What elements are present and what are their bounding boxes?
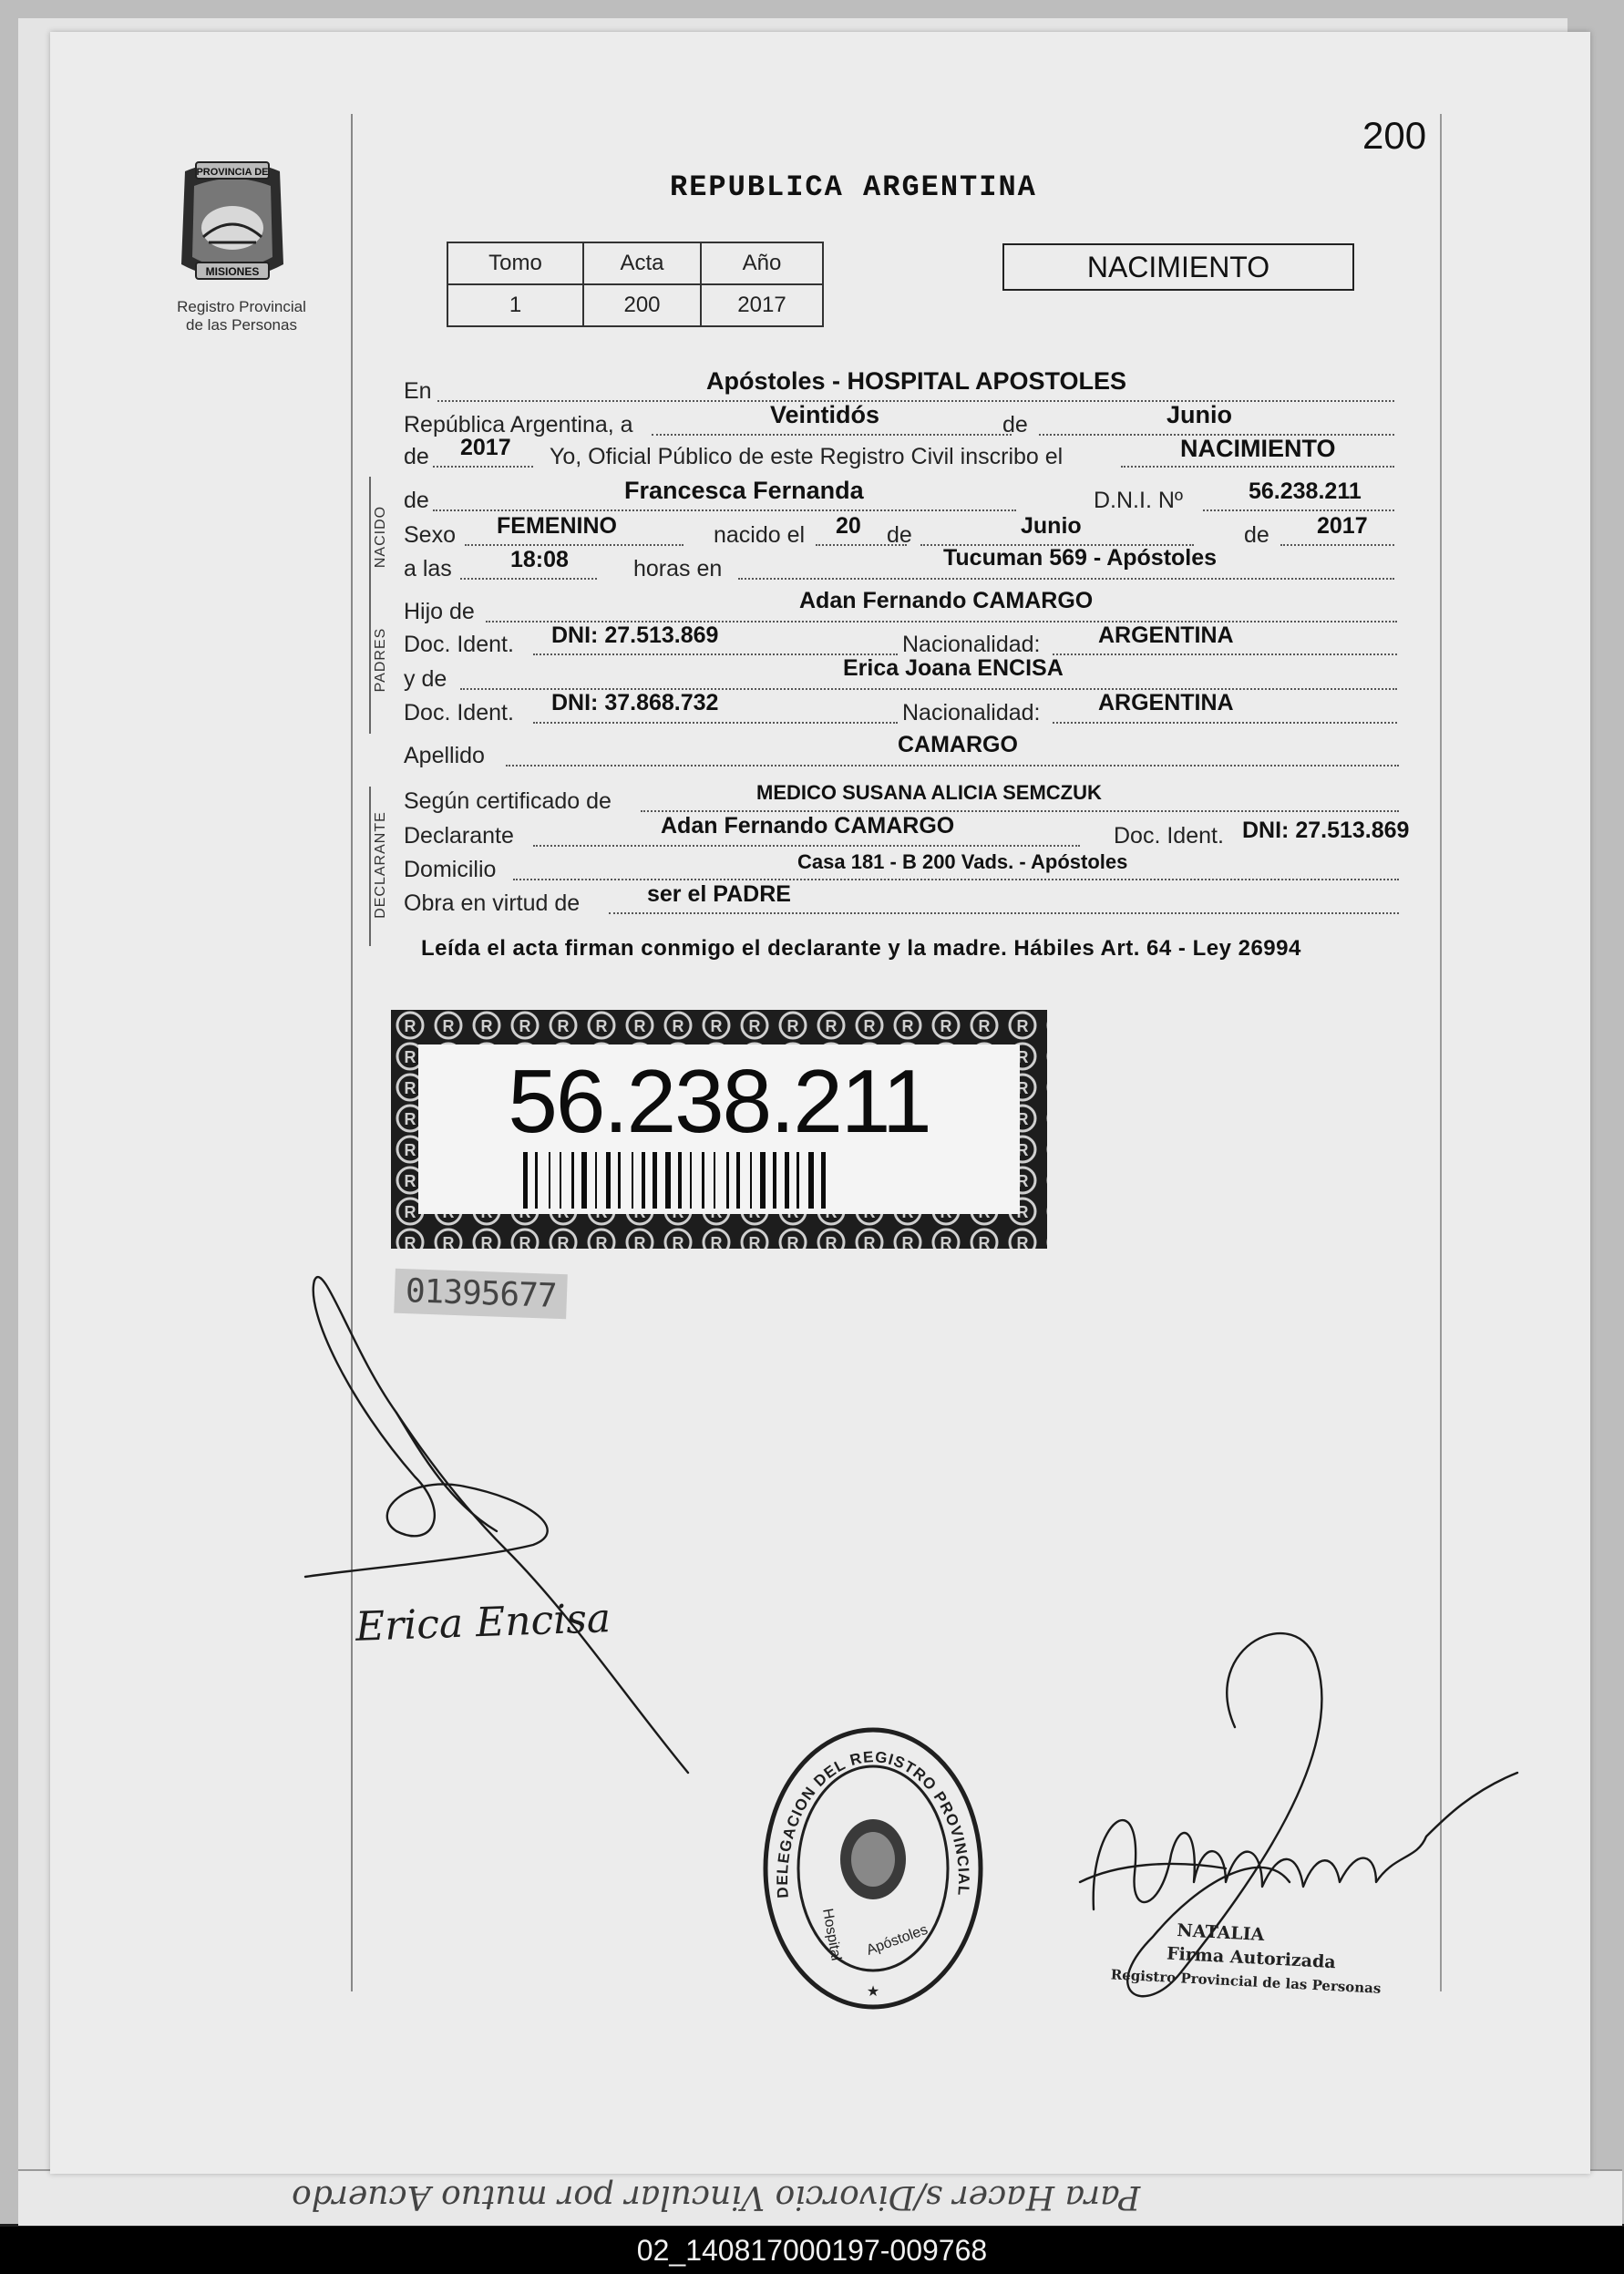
value-inscribo: NACIMIENTO [1180, 435, 1336, 462]
page-number: 200 [1362, 114, 1427, 157]
value-anio: 2017 [460, 435, 511, 460]
value-lugar-inscripcion: Apóstoles - HOSPITAL APOSTOLES [706, 367, 1127, 395]
label-oficial: Yo, Oficial Público de este Registro Civil inscribo el [550, 444, 1064, 469]
sticker-label [418, 1044, 1020, 1214]
declarant-signature [296, 1240, 734, 1805]
value-dni-nacido: 56.238.211 [1249, 478, 1362, 504]
label-domicilio: Domicilio [404, 857, 497, 882]
record-table-cell: 2017 [701, 284, 823, 326]
barcode-bar [595, 1152, 597, 1209]
seal-inner-right: Apóstoles [864, 1921, 930, 1959]
value-madre: Erica Joana ENCISA [843, 655, 1064, 681]
file-id: 02_140817000197-009768 [636, 2234, 988, 2267]
officer-name: NATALIA [1176, 1920, 1265, 1946]
seal-inner-left: Hospital [819, 1907, 844, 1962]
barcode-bar [665, 1152, 671, 1209]
dotted-line [738, 578, 1394, 580]
barcode-bar [726, 1152, 729, 1209]
barcode-bar [618, 1152, 621, 1209]
registry-name [150, 298, 333, 334]
label-a-las: a las [404, 556, 452, 581]
dotted-line [1053, 653, 1397, 655]
value-sexo: FEMENINO [497, 513, 617, 539]
barcode-bar [571, 1152, 574, 1209]
back-page-strip [18, 2169, 1622, 2226]
dotted-line [437, 400, 1394, 402]
value-apellido: CAMARGO [898, 732, 1018, 757]
side-label-padres: PADRES [373, 627, 388, 693]
value-nacido-mes: Junio [1021, 513, 1082, 539]
label-en: En [404, 378, 432, 404]
seal-text: DELEGACION DEL REGISTRO PROVINCIAL [773, 1748, 973, 1899]
dotted-line [465, 544, 684, 546]
label-nacionalidad: Nacionalidad: [902, 700, 1041, 725]
dotted-line [433, 509, 1016, 511]
value-declarante-doc: DNI: 27.513.869 [1242, 818, 1410, 843]
barcode-bar [808, 1152, 814, 1209]
label-horas-en: horas en [633, 556, 723, 581]
registry-line-2: de las Personas [186, 316, 297, 334]
country-title: REPUBLICA ARGENTINA [670, 170, 1037, 204]
sticker-number: 56.238.211 [508, 1051, 930, 1151]
official-seal [759, 1723, 987, 2014]
value-nacido-anio: 2017 [1317, 513, 1368, 539]
label-dni: D.N.I. Nº [1094, 488, 1184, 513]
value-mes: Junio [1167, 401, 1232, 428]
record-table-header: Año [701, 242, 823, 284]
dotted-line [652, 434, 1012, 436]
officer-registry: Registro Provincial de las Personas [1110, 1966, 1382, 1997]
section-rule [369, 787, 371, 946]
dotted-line [609, 912, 1399, 914]
dotted-line [513, 879, 1399, 880]
dni-sticker [391, 1010, 1047, 1249]
barcode-bar [653, 1152, 657, 1209]
barcode-bar [702, 1152, 704, 1209]
record-table-cell: 200 [583, 284, 701, 326]
barcode-bar [560, 1152, 561, 1209]
barcode-bar [785, 1152, 789, 1209]
label-de: de [404, 488, 429, 513]
barcode-bar [750, 1152, 752, 1209]
label-nacionalidad: Nacionalidad: [902, 632, 1041, 657]
label-y-de: y de [404, 666, 447, 692]
label-hijo-de: Hijo de [404, 599, 475, 624]
dotted-line [641, 810, 1399, 812]
value-obra-en-virtud: ser el PADRE [647, 881, 791, 907]
barcode-bar [797, 1152, 799, 1209]
barcode-bar [690, 1152, 692, 1209]
value-nacido-dia: 20 [836, 513, 861, 539]
label-apellido: Apellido [404, 743, 485, 768]
label-de: de [404, 444, 429, 469]
section-rule [369, 477, 371, 613]
dotted-line [1121, 466, 1394, 468]
label-de: de [887, 522, 912, 548]
dotted-line [1053, 722, 1397, 724]
record-table-header-row [447, 242, 823, 284]
registry-line-1: Registro Provincial [177, 298, 306, 315]
dotted-line [1280, 544, 1394, 546]
section-rule [369, 597, 371, 734]
label-republica: República Argentina, a [404, 412, 633, 437]
barcode-bar [714, 1152, 715, 1209]
side-label-declarante: DECLARANTE [373, 811, 388, 919]
back-page-text: Para Hacer s/Divorcio Vincular por mutuo Acuerdo [292, 2178, 1141, 2216]
sticker-barcode [523, 1152, 915, 1209]
value-declarante: Adan Fernando CAMARGO [661, 813, 955, 839]
barcode-bar [523, 1152, 528, 1209]
dotted-line [506, 765, 1399, 767]
value-madre-nacionalidad: ARGENTINA [1098, 690, 1234, 715]
dotted-line [533, 722, 898, 724]
record-table-header: Acta [583, 242, 701, 284]
dotted-line [433, 466, 533, 468]
value-padre-nacionalidad: ARGENTINA [1098, 623, 1234, 648]
barcode-bar [535, 1152, 538, 1209]
serial-stamp: 01395677 [394, 1269, 568, 1320]
dotted-line [460, 578, 597, 580]
value-hora: 18:08 [510, 547, 569, 572]
handwritten-mother-signature: Erica Encisa [355, 1595, 612, 1651]
barcode-bar [642, 1152, 645, 1209]
value-lugar-nacimiento: Tucuman 569 - Apóstoles [943, 545, 1218, 571]
logo-text-bottom: MISIONES [205, 265, 260, 278]
barcode-bar [632, 1152, 633, 1209]
dotted-line [533, 845, 1080, 847]
label-doc-ident: Doc. Ident. [1114, 823, 1224, 849]
barcode-bar [821, 1152, 826, 1209]
logo-text-top: PROVINCIA DE [196, 167, 269, 178]
legal-note: Leída el acta firman conmigo el declarante y la madre. Hábiles Art. 64 - Ley 26994 [421, 936, 1301, 961]
barcode-bar [606, 1152, 611, 1209]
label-doc-ident: Doc. Ident. [404, 632, 514, 657]
label-obra-en-virtud: Obra en virtud de [404, 890, 581, 916]
record-table [447, 242, 824, 327]
value-padre-doc: DNI: 27.513.869 [551, 623, 719, 648]
value-madre-doc: DNI: 37.868.732 [551, 690, 719, 715]
barcode-bar [736, 1152, 740, 1209]
label-doc-ident: Doc. Ident. [404, 700, 514, 725]
label-declarante: Declarante [404, 823, 514, 849]
barcode-bar [581, 1152, 587, 1209]
value-padre: Adan Fernando CAMARGO [799, 588, 1094, 613]
record-table-value-row [447, 284, 823, 326]
record-table-header: Tomo [447, 242, 583, 284]
label-de: de [1244, 522, 1269, 548]
label-de: de [1002, 412, 1028, 437]
barcode-bar [549, 1152, 550, 1209]
document-sheet [50, 32, 1590, 2174]
label-sexo: Sexo [404, 522, 456, 548]
label-certificado: Según certificado de [404, 788, 612, 814]
side-label-nacido: NACIDO [373, 505, 388, 569]
value-dia: Veintidós [770, 401, 880, 428]
svg-text:★: ★ [866, 1982, 880, 2000]
value-certificado: MEDICO SUSANA ALICIA SEMCZUK [756, 781, 1102, 804]
barcode-bar [760, 1152, 766, 1209]
barcode-bar [773, 1152, 776, 1209]
record-type-box: NACIMIENTO [1002, 243, 1354, 291]
value-domicilio: Casa 181 - B 200 Vads. - Apóstoles [797, 850, 1128, 873]
file-id-bar [0, 2227, 1624, 2274]
record-table-cell: 1 [447, 284, 583, 326]
value-nombre-nacido: Francesca Fernanda [624, 477, 864, 504]
officer-title: Firma Autorizada [1166, 1943, 1337, 1973]
barcode-bar [678, 1152, 682, 1209]
label-nacido-el: nacido el [714, 522, 806, 548]
dotted-line [1203, 509, 1394, 511]
